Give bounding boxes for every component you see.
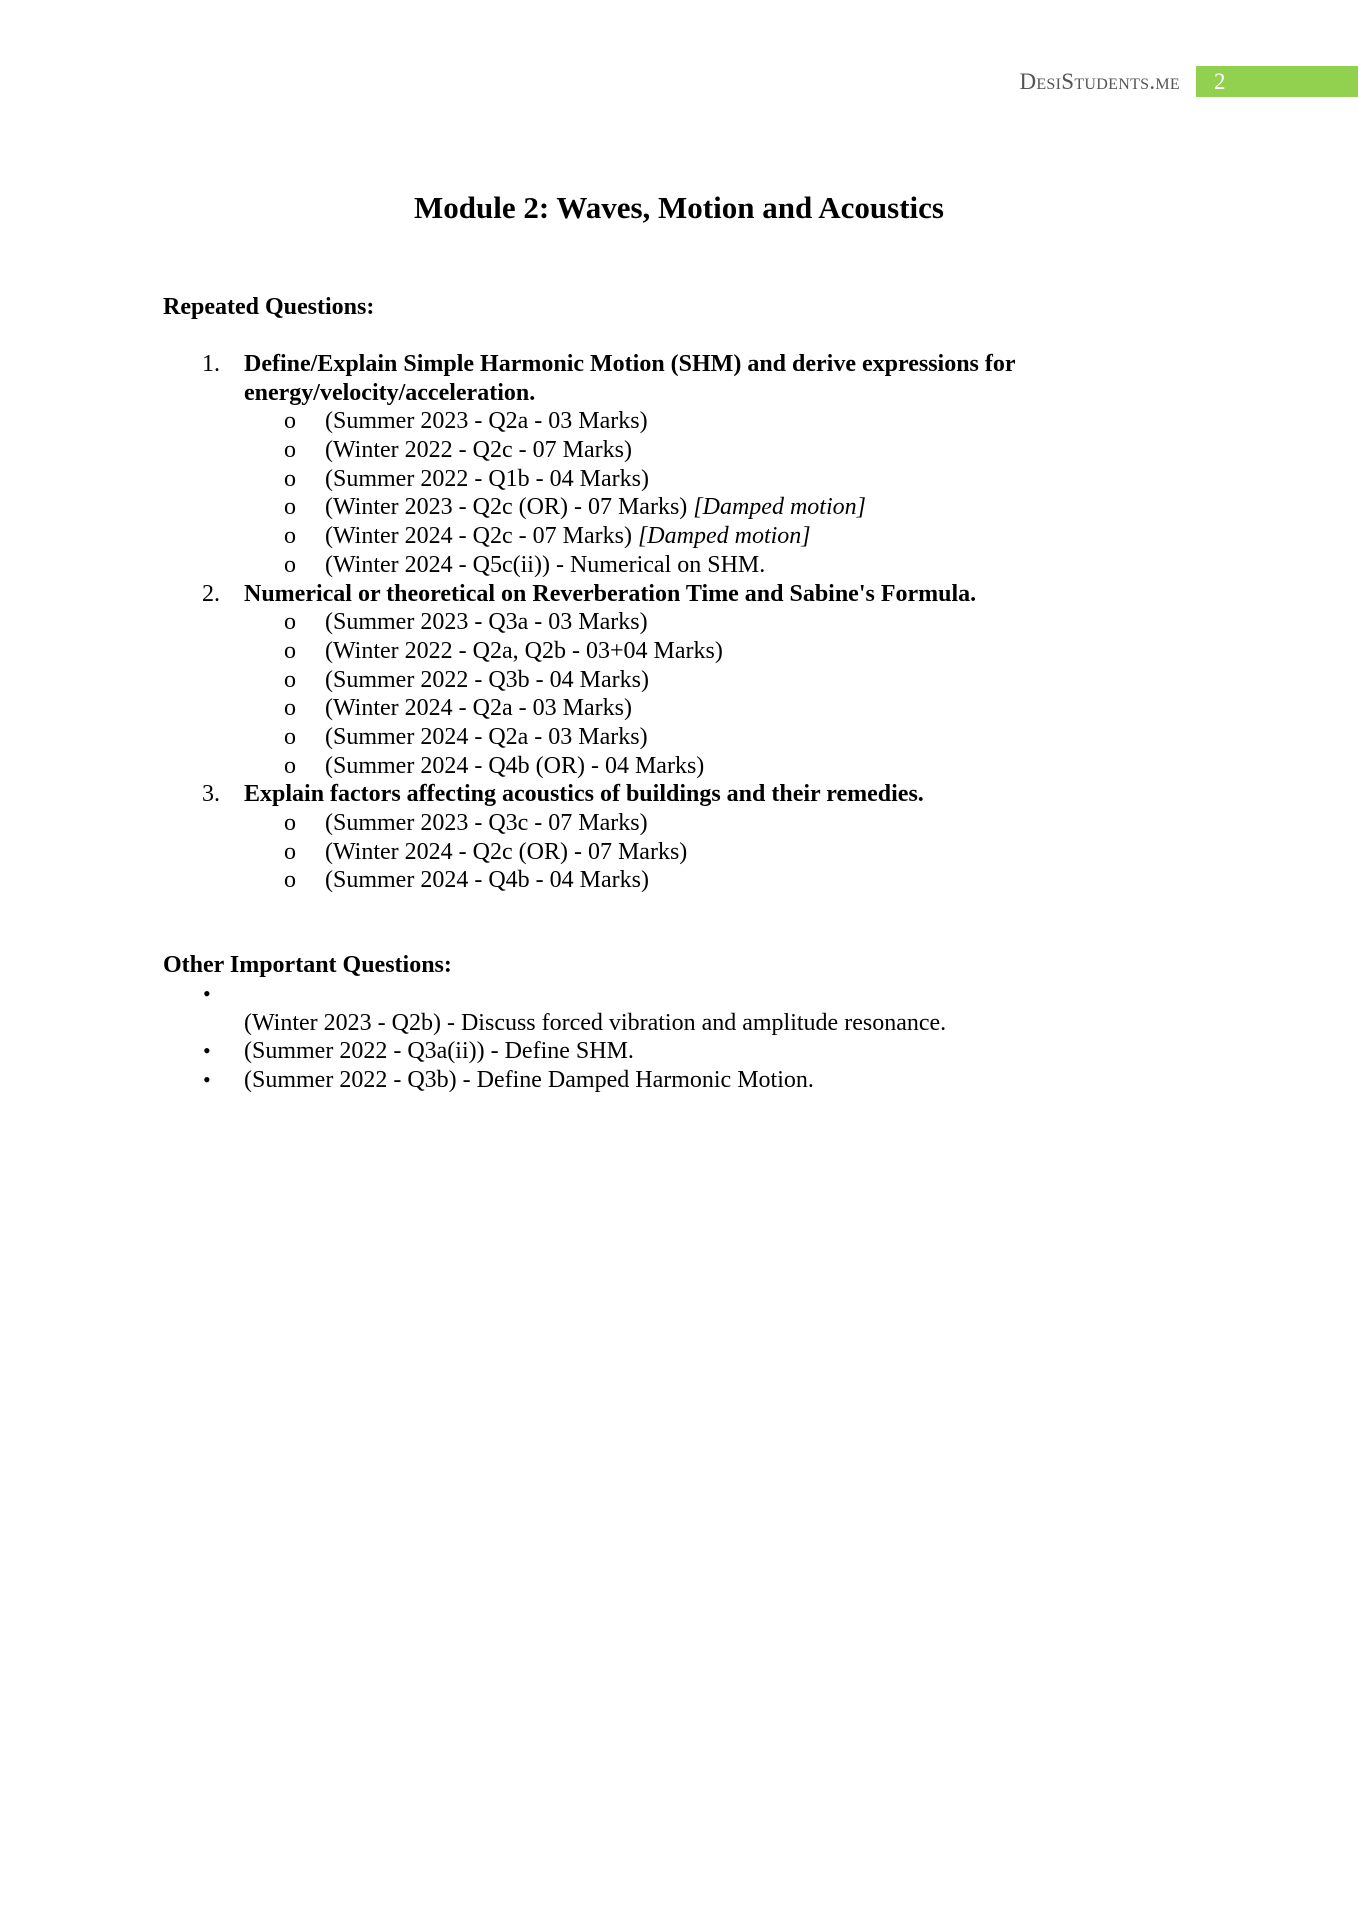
question-number: 2. bbox=[202, 580, 220, 607]
circle-bullet-icon: o bbox=[284, 867, 296, 894]
other-question-text: (Summer 2022 - Q3a(ii)) - Define SHM. bbox=[244, 1038, 634, 1065]
repeated-questions-heading: Repeated Questions: bbox=[163, 294, 375, 320]
page-number-badge: 2 bbox=[1196, 66, 1358, 97]
exam-reference-text: (Summer 2024 - Q2a - 03 Marks) bbox=[325, 723, 648, 750]
exam-reference bbox=[0, 752, 1358, 781]
list-item bbox=[0, 1037, 1358, 1066]
exam-reference bbox=[0, 637, 1358, 666]
question-item bbox=[0, 350, 1358, 580]
exam-reference bbox=[0, 551, 1358, 580]
exam-reference bbox=[0, 522, 1358, 551]
question-number: 1. bbox=[202, 351, 220, 377]
exam-reference-text: (Winter 2024 - Q2c - 07 Marks) bbox=[325, 523, 632, 550]
exam-reference-text: (Winter 2024 - Q2c (OR) - 07 Marks) bbox=[325, 838, 688, 865]
circle-bullet-icon: o bbox=[284, 810, 296, 837]
question-number: 3. bbox=[202, 781, 220, 808]
list-item bbox=[0, 980, 1358, 1037]
bullet-dot-icon: • bbox=[203, 1038, 211, 1064]
circle-bullet-icon: o bbox=[284, 609, 296, 636]
exam-reference-text: (Summer 2023 - Q3a - 03 Marks) bbox=[325, 609, 648, 636]
circle-bullet-icon: o bbox=[284, 408, 296, 435]
exam-reference bbox=[0, 608, 1358, 637]
exam-reference bbox=[0, 493, 1358, 522]
circle-bullet-icon: o bbox=[284, 752, 296, 779]
other-questions-heading: Other Important Questions: bbox=[163, 952, 452, 978]
circle-bullet-icon: o bbox=[284, 695, 296, 722]
other-question-text: (Summer 2022 - Q3b) - Define Damped Harmonic Motion. bbox=[244, 1067, 814, 1094]
circle-bullet-icon: o bbox=[284, 723, 296, 750]
exam-reference-text: (Winter 2022 - Q2c - 07 Marks) bbox=[325, 437, 632, 464]
page-header bbox=[1019, 66, 1358, 97]
question-title: Numerical or theoretical on Reverberation Time and Sabine's Formula. bbox=[244, 580, 977, 607]
exam-reference-text: (Summer 2024 - Q4b - 04 Marks) bbox=[325, 867, 649, 894]
exam-reference-text: (Summer 2022 - Q1b - 04 Marks) bbox=[325, 465, 649, 492]
other-questions-list bbox=[0, 980, 1358, 1095]
bullet-dot-icon: • bbox=[203, 1067, 211, 1093]
exam-reference-note: [Damped motion] bbox=[637, 523, 811, 550]
circle-bullet-icon: o bbox=[284, 437, 296, 464]
question-title: Define/Explain Simple Harmonic Motion (SHM) and derive expressions for energy/velocity/acceleration. bbox=[244, 351, 1016, 406]
bullet-dot-icon: • bbox=[203, 981, 211, 1006]
question-item bbox=[0, 580, 1358, 781]
exam-reference-text: (Summer 2023 - Q3c - 07 Marks) bbox=[325, 810, 648, 837]
other-question-text: (Winter 2023 - Q2b) - Discuss forced vibration and amplitude resonance. bbox=[244, 1009, 947, 1036]
circle-bullet-icon: o bbox=[284, 666, 296, 693]
question-item bbox=[0, 780, 1358, 895]
exam-reference-text: (Summer 2022 - Q3b - 04 Marks) bbox=[325, 666, 649, 693]
circle-bullet-icon: o bbox=[284, 637, 296, 664]
exam-reference-text: (Summer 2024 - Q4b (OR) - 04 Marks) bbox=[325, 752, 705, 779]
exam-reference-text: (Winter 2024 - Q5c(ii)) - Numerical on SHM. bbox=[325, 551, 766, 578]
exam-reference-text: (Summer 2023 - Q2a - 03 Marks) bbox=[325, 408, 648, 435]
exam-reference bbox=[0, 809, 1358, 838]
circle-bullet-icon: o bbox=[284, 494, 296, 521]
exam-reference bbox=[0, 838, 1358, 867]
exam-reference bbox=[0, 694, 1358, 723]
exam-reference bbox=[0, 436, 1358, 465]
circle-bullet-icon: o bbox=[284, 523, 296, 550]
circle-bullet-icon: o bbox=[284, 465, 296, 492]
list-item bbox=[0, 1066, 1358, 1095]
circle-bullet-icon: o bbox=[284, 551, 296, 578]
exam-reference-text: (Winter 2022 - Q2a, Q2b - 03+04 Marks) bbox=[325, 637, 723, 664]
repeated-questions-list bbox=[0, 350, 1358, 895]
exam-reference bbox=[0, 723, 1358, 752]
exam-reference bbox=[0, 465, 1358, 494]
exam-reference bbox=[0, 407, 1358, 436]
exam-reference-note: [Damped motion] bbox=[693, 494, 866, 521]
exam-reference bbox=[0, 866, 1358, 895]
exam-reference-text: (Winter 2024 - Q2a - 03 Marks) bbox=[325, 695, 632, 722]
circle-bullet-icon: o bbox=[284, 838, 296, 865]
question-title: Explain factors affecting acoustics of buildings and their remedies. bbox=[244, 781, 924, 808]
exam-reference bbox=[0, 666, 1358, 695]
site-name: DesiStudents.me bbox=[1019, 68, 1180, 94]
exam-reference-text: (Winter 2023 - Q2c (OR) - 07 Marks) bbox=[325, 494, 688, 521]
page-title: Module 2: Waves, Motion and Acoustics bbox=[414, 190, 944, 225]
